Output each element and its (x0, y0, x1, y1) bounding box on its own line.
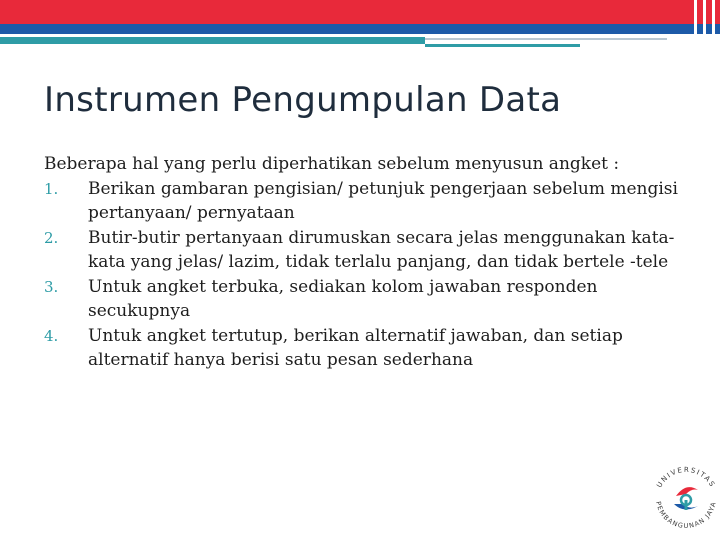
list-number: 1. (44, 179, 59, 198)
slide-title: Instrumen Pengumpulan Data (44, 80, 562, 120)
list-number: 4. (44, 326, 59, 345)
university-logo (648, 460, 720, 536)
svg-text:UNIVERSITAS (655, 466, 716, 489)
logo-emblem-icon (674, 487, 698, 510)
list-item-text: Butir-butir pertanyaan dirumuskan secara jelas menggunakan kata-kata yang jelas/ lazim, tidak terlalu panjang, dan tidak bertele -tele (88, 227, 675, 272)
numbered-list (44, 177, 694, 373)
header-accent-line-gray (425, 38, 667, 40)
list-number: 3. (44, 277, 59, 296)
logo-text-bottom: PEMBANGUNAN JAYA (654, 500, 718, 531)
header-accent-line-teal (425, 44, 580, 47)
header-stripe (694, 0, 697, 40)
list-item (44, 226, 694, 275)
header-blue-bar (0, 24, 720, 34)
list-number: 2. (44, 228, 59, 247)
list-item (44, 324, 694, 373)
header-red-bar (0, 0, 720, 24)
list-item-text: Berikan gambaran pengisian/ petunjuk pengerjaan sebelum mengisi pertanyaan/ pernyataan (88, 178, 678, 223)
intro-text: Beberapa hal yang perlu diperhatikan sebelum menyusun angket : (44, 154, 620, 174)
header-stripe (712, 0, 715, 40)
slide-body (44, 152, 694, 373)
list-item (44, 275, 694, 324)
list-item-text: Untuk angket tertutup, berikan alternatif jawaban, dan setiap alternatif hanya berisi satu pesan sederhana (88, 325, 623, 370)
header-stripe (703, 0, 706, 40)
list-item-text: Untuk angket terbuka, sediakan kolom jawaban responden secukupnya (88, 276, 598, 321)
list-item (44, 177, 694, 226)
logo-text-top: UNIVERSITAS (655, 465, 717, 490)
